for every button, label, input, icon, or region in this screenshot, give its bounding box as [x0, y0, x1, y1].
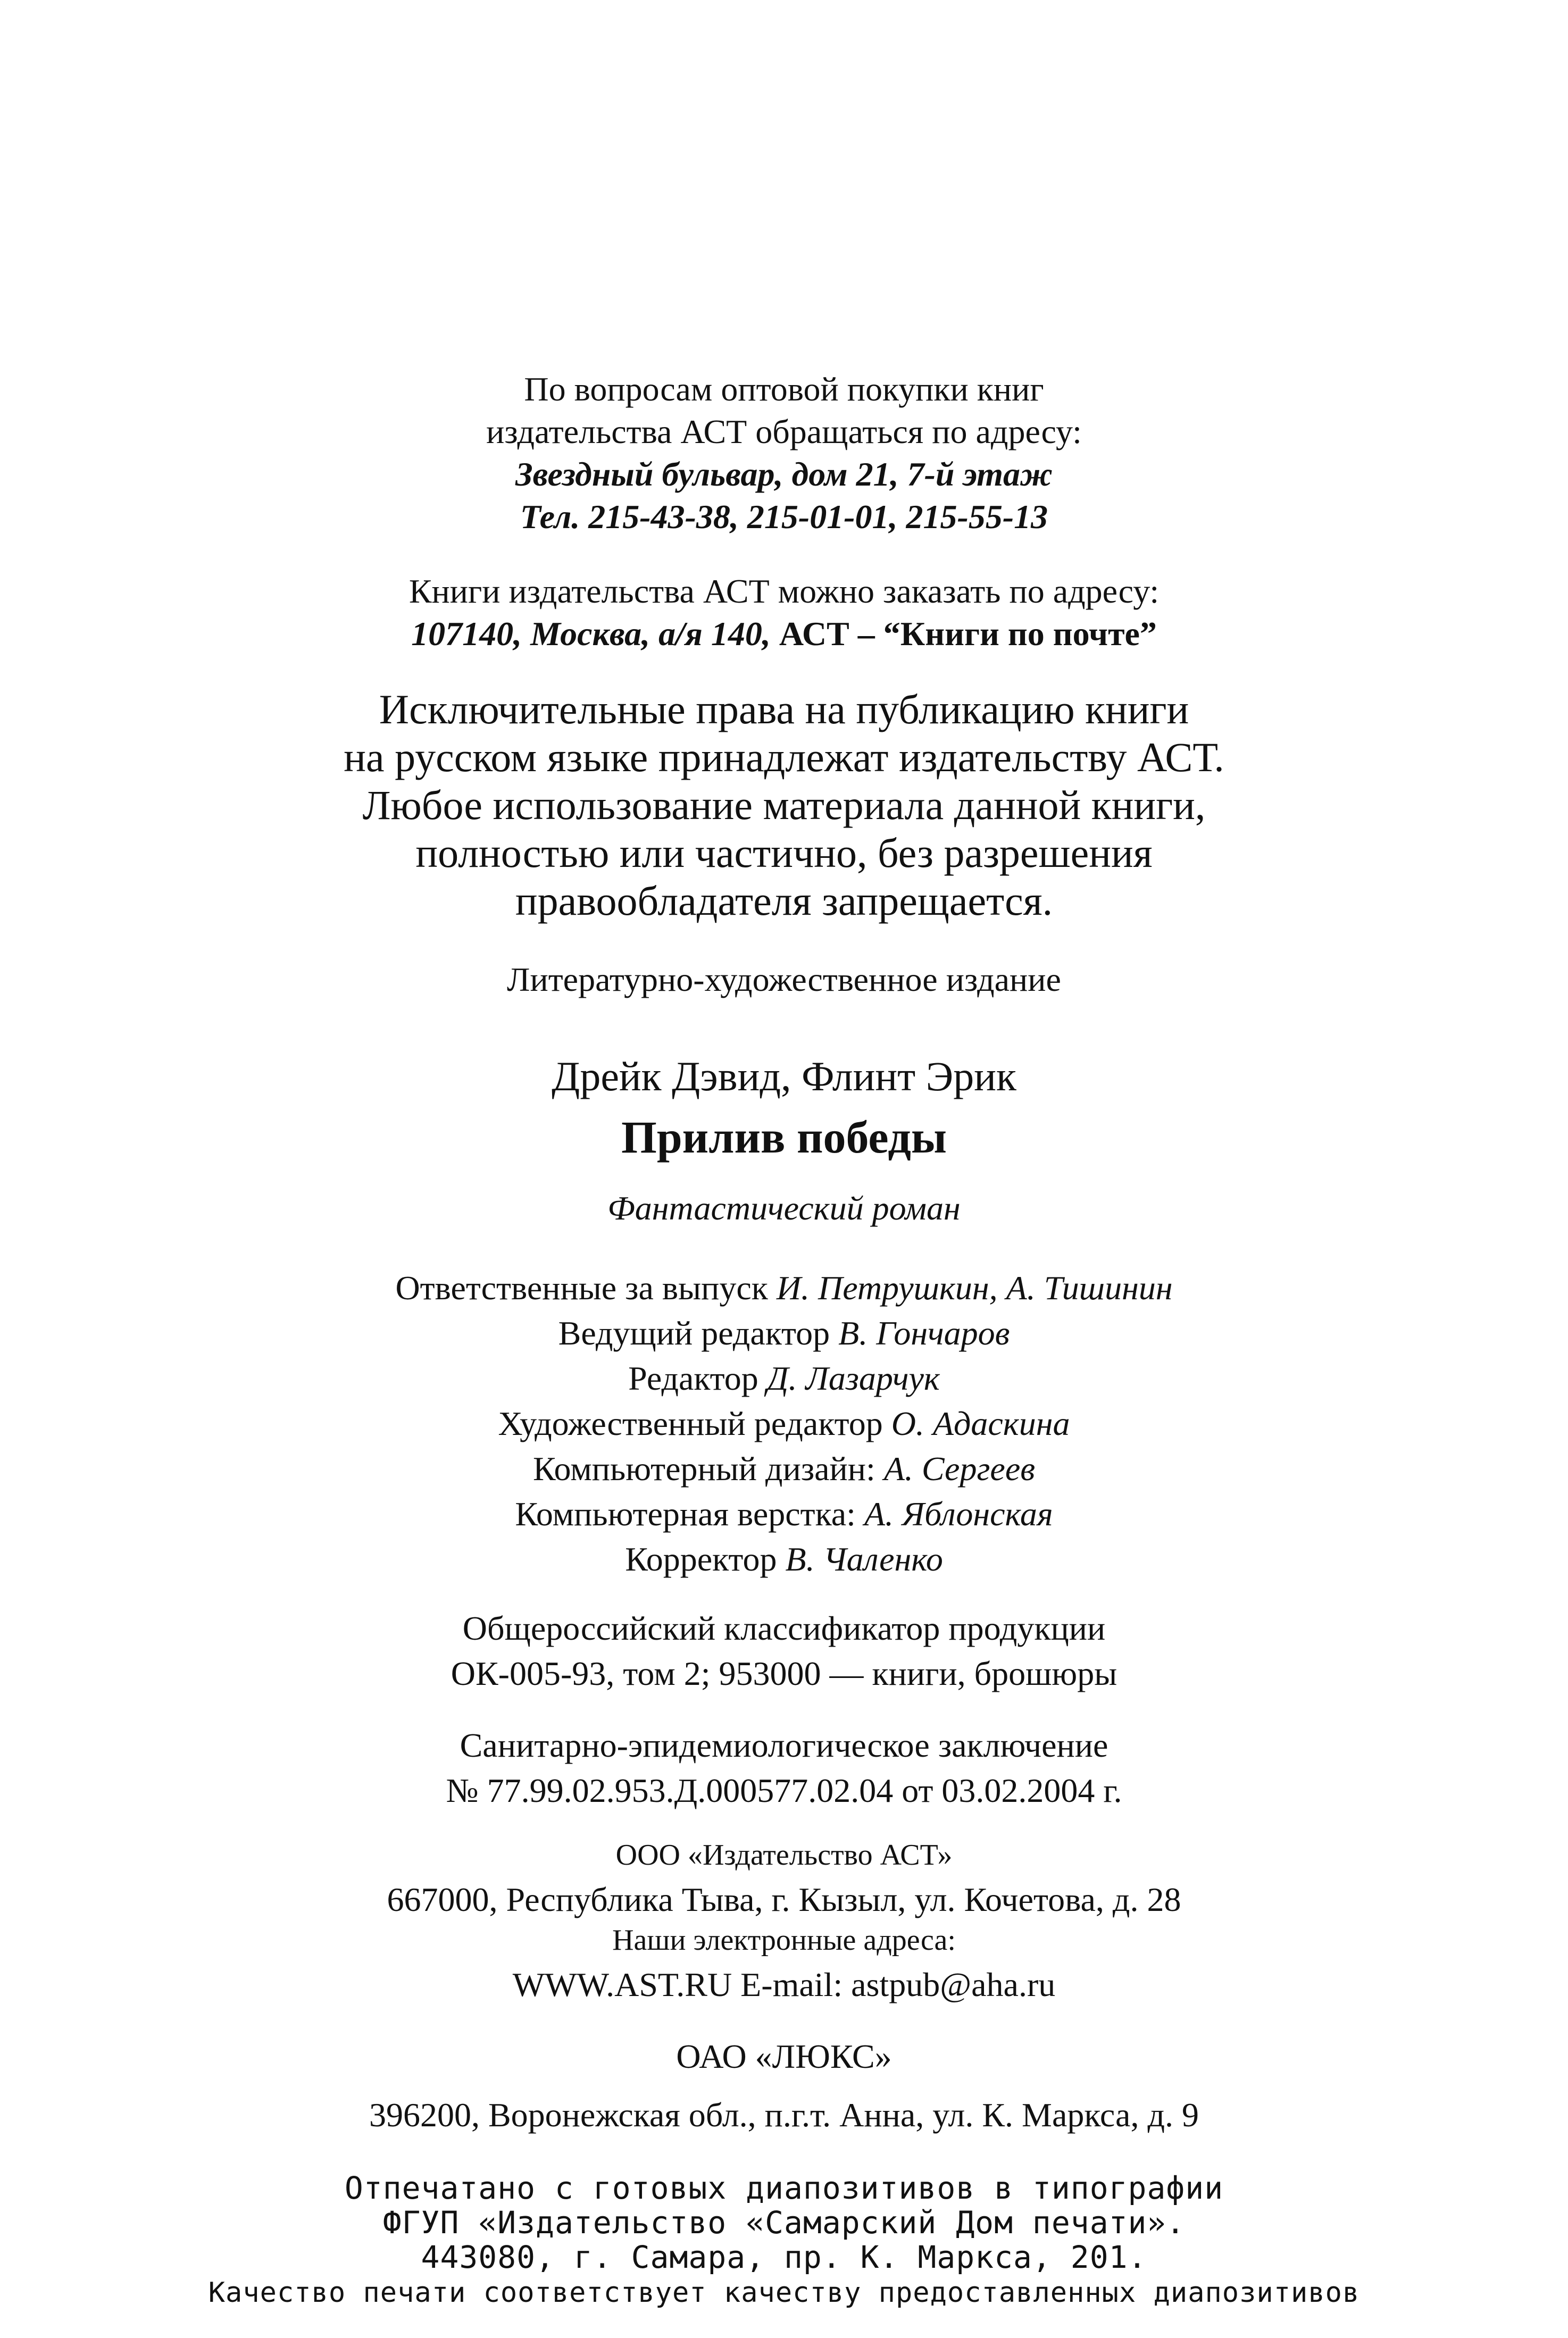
printing-line-3: 443080, г. Самара, пр. К. Маркса, 201.: [421, 2239, 1147, 2275]
printer-name: ОАО «ЛЮКС»: [676, 2038, 892, 2075]
credit-name: А. Яблонская: [864, 1495, 1053, 1533]
credit-line: [0, 1542, 1568, 1576]
credit-role: Художественный редактор: [498, 1405, 891, 1442]
credit-line: [0, 1359, 1568, 1397]
credit-line: [0, 1316, 1568, 1350]
credit-line: [0, 1497, 1568, 1531]
credit-name: Д. Лазарчук: [766, 1359, 940, 1397]
credit-line: [0, 1407, 1568, 1441]
publisher-contacts-label: Наши электронные адреса:: [612, 1924, 956, 1957]
rights-line-3: Любое использование материала данной книги,: [362, 782, 1206, 828]
wholesale-line-2: издательства АСТ обращаться по адресу:: [486, 413, 1082, 450]
credit-line: [0, 1271, 1568, 1305]
credit-name: В. Гончаров: [838, 1314, 1010, 1352]
printing-line-2: ФГУП «Издательство «Самарский Дом печати».: [382, 2205, 1186, 2241]
mail-order-address: 107140, Москва, а/я 140,: [411, 615, 771, 653]
book-genre: Фантастический роман: [607, 1189, 961, 1227]
book-authors: Дрейк Дэвид, Флинт Эрик: [552, 1053, 1016, 1099]
edition-type: Литературно-художественное издание: [507, 961, 1061, 998]
credit-name: О. Адаскина: [891, 1405, 1070, 1442]
sanitary-line-1: Санитарно-эпидемиологическое заключение: [460, 1726, 1108, 1764]
rights-line-2: на русском языке принадлежат издательству АСТ.: [344, 734, 1224, 780]
mail-order-line-2: [0, 617, 1568, 651]
printing-line-1: Отпечатано с готовых диапозитивов в типографии: [344, 2170, 1224, 2206]
credit-name: И. Петрушкин, А. Тишинин: [776, 1269, 1173, 1307]
credit-role: Корректор: [625, 1540, 786, 1578]
book-title: Прилив победы: [621, 1112, 947, 1163]
mail-order-service: АСТ – “Книги по почте”: [770, 615, 1157, 653]
printer-address: 396200, Воронежская обл., п.г.т. Анна, ул. К. Маркса, д. 9: [369, 2096, 1199, 2134]
classifier-line-1: Общероссийский классификатор продукции: [462, 1609, 1106, 1647]
mail-order-line-1: Книги издательства АСТ можно заказать по адресу:: [408, 572, 1160, 610]
publisher-contacts: WWW.AST.RU E-mail: astpub@aha.ru: [512, 1966, 1056, 2003]
rights-line-4: полностью или частично, без разрешения: [415, 830, 1153, 876]
credit-name: А. Сергеев: [883, 1450, 1036, 1488]
credit-role: Компьютерный дизайн:: [532, 1450, 884, 1488]
credit-role: Редактор: [628, 1359, 767, 1397]
wholesale-phones: Тел. 215-43-38, 215-01-01, 215-55-13: [520, 498, 1048, 536]
sanitary-line-2: № 77.99.02.953.Д.000577.02.04 от 03.02.2004 г.: [446, 1772, 1122, 1809]
publisher-address: 667000, Республика Тыва, г. Кызыл, ул. Кочетова, д. 28: [387, 1881, 1181, 1918]
rights-line-5: правообладателя запрещается.: [515, 878, 1053, 924]
credit-role: Ведущий редактор: [558, 1314, 839, 1352]
publisher-name: ООО «Издательство АСТ»: [615, 1839, 953, 1872]
credit-line: [0, 1452, 1568, 1486]
wholesale-address: Звездный бульвар, дом 21, 7-й этаж: [515, 455, 1053, 493]
credit-role: Ответственные за выпуск: [395, 1269, 777, 1307]
rights-line-1: Исключительные права на публикацию книги: [379, 686, 1189, 732]
printing-line-4: Качество печати соответствует качеству предоставленных диапозитивов: [208, 2277, 1360, 2309]
classifier-line-2: ОК-005-93, том 2; 953000 — книги, брошюры: [451, 1655, 1117, 1692]
credit-name: В. Чаленко: [785, 1540, 943, 1578]
credit-role: Компьютерная верстка:: [515, 1495, 864, 1533]
wholesale-line-1: По вопросам оптовой покупки книг: [524, 370, 1044, 408]
